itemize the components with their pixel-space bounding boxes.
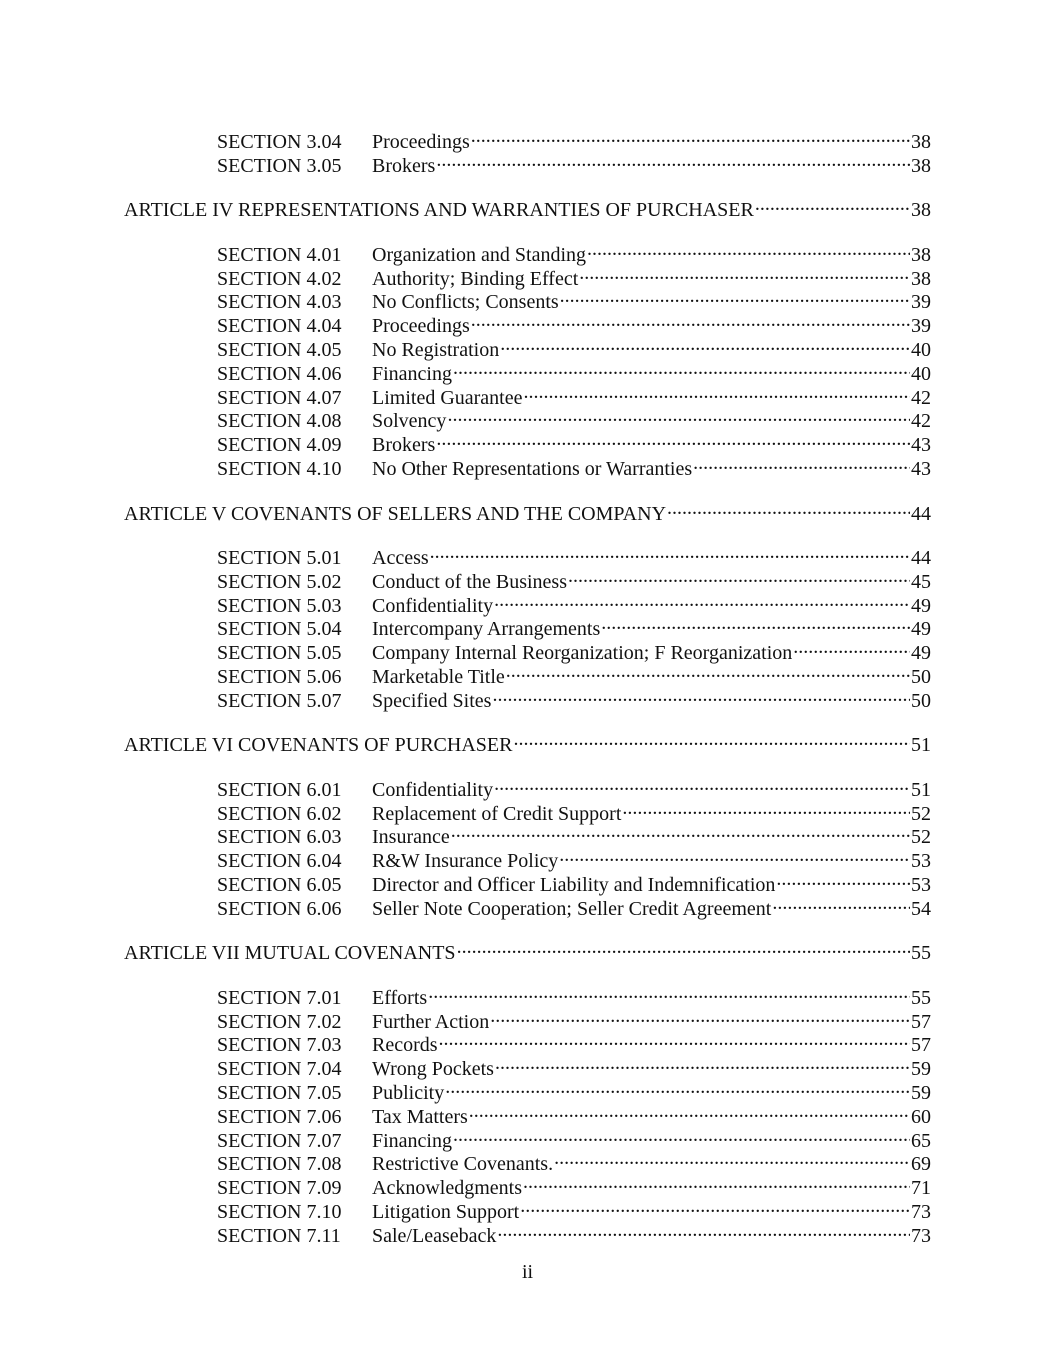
toc-section-entry[interactable] [217, 1099, 931, 1128]
toc-section-entry[interactable] [217, 819, 931, 848]
toc-section-entry[interactable] [217, 1170, 931, 1199]
section-number: SECTION 7.07 [217, 1130, 342, 1152]
dot-leader [524, 380, 911, 404]
page-reference: 38 [911, 244, 931, 266]
page-reference: 53 [911, 850, 931, 872]
page-reference: 40 [911, 339, 931, 361]
section-title: No Registration [372, 339, 500, 361]
toc-section-entry[interactable] [217, 427, 931, 456]
section-title: Company Internal Reorganization; F Reorganization [372, 642, 793, 664]
dot-leader [494, 772, 910, 796]
toc-section-entry[interactable] [217, 1075, 931, 1104]
section-title: Confidentiality [372, 779, 494, 801]
section-number: SECTION 5.06 [217, 666, 342, 688]
dot-leader [490, 1004, 910, 1028]
dot-leader [495, 1051, 910, 1075]
page-reference: 49 [911, 618, 931, 640]
section-title: Acknowledgments [372, 1177, 522, 1199]
section-title: Restrictive Covenants. [372, 1153, 554, 1175]
dot-leader [469, 1099, 910, 1123]
section-title: Access [372, 547, 429, 569]
section-number: SECTION 5.02 [217, 571, 342, 593]
section-number: SECTION 4.01 [217, 244, 342, 266]
section-title: Publicity [372, 1082, 445, 1104]
dot-leader [622, 796, 910, 820]
page-reference: 38 [911, 268, 931, 290]
toc-section-entry[interactable] [217, 308, 931, 337]
dot-leader [513, 727, 910, 751]
article-title: ARTICLE V COVENANTS OF SELLERS AND THE COMPANY [124, 503, 667, 525]
toc-section-entry[interactable] [217, 867, 931, 896]
page-reference: 50 [911, 690, 931, 712]
section-title: Organization and Standing [372, 244, 587, 266]
section-number: SECTION 3.04 [217, 131, 342, 153]
toc-section-entry[interactable] [217, 1004, 931, 1033]
section-title: Director and Officer Liability and Indemnification [372, 874, 776, 896]
section-number: SECTION 4.05 [217, 339, 342, 361]
section-title: Sale/Leaseback [372, 1225, 497, 1247]
dot-leader [793, 635, 910, 659]
section-title: No Other Representations or Warranties [372, 458, 693, 480]
section-title: Conduct of the Business [372, 571, 567, 593]
section-number: SECTION 5.04 [217, 618, 342, 640]
section-number: SECTION 5.03 [217, 595, 342, 617]
dot-leader [506, 659, 910, 683]
section-title: R&W Insurance Policy [372, 850, 559, 872]
page-reference: 73 [911, 1225, 931, 1247]
toc-section-entry[interactable] [217, 843, 931, 872]
section-title: Financing [372, 1130, 452, 1152]
section-number: SECTION 6.01 [217, 779, 342, 801]
dot-leader [447, 403, 910, 427]
section-number: SECTION 7.09 [217, 1177, 342, 1199]
section-number: SECTION 7.10 [217, 1201, 342, 1223]
page-reference: 42 [911, 410, 931, 432]
dot-leader [436, 148, 910, 172]
page-reference: 42 [911, 387, 931, 409]
section-title: Further Action [372, 1011, 490, 1033]
dot-leader [520, 1194, 910, 1218]
section-number: SECTION 4.10 [217, 458, 342, 480]
section-number: SECTION 6.03 [217, 826, 342, 848]
toc-section-entry[interactable] [217, 332, 931, 361]
toc-section-entry[interactable] [217, 659, 931, 688]
dot-leader [523, 1170, 910, 1194]
section-title: Limited Guarantee [372, 387, 523, 409]
dot-leader [451, 819, 910, 843]
page-reference: 51 [911, 779, 931, 801]
section-number: SECTION 4.09 [217, 434, 342, 456]
dot-leader [430, 540, 910, 564]
section-number: SECTION 7.06 [217, 1106, 342, 1128]
toc-section-entry[interactable] [217, 451, 931, 480]
section-title: Tax Matters [372, 1106, 468, 1128]
dot-leader [471, 308, 910, 332]
toc-article-entry[interactable] [124, 935, 931, 964]
toc-article-entry[interactable] [124, 192, 931, 221]
section-title: Financing [372, 363, 452, 385]
page-reference: 69 [911, 1153, 931, 1175]
toc-section-entry[interactable] [217, 356, 931, 385]
toc-section-entry[interactable] [217, 124, 931, 153]
page-reference: 55 [911, 987, 931, 1009]
section-title: Authority; Binding Effect [372, 268, 579, 290]
dot-leader [693, 451, 910, 475]
toc-section-entry[interactable] [217, 261, 931, 290]
page-reference: 57 [911, 1011, 931, 1033]
section-title: Records [372, 1034, 438, 1056]
toc-section-entry[interactable] [217, 1051, 931, 1080]
dot-leader [457, 935, 910, 959]
section-title: Replacement of Credit Support [372, 803, 622, 825]
section-title: Efforts [372, 987, 428, 1009]
page-number: ii [521, 1261, 534, 1283]
section-number: SECTION 5.07 [217, 690, 342, 712]
page-reference: 52 [911, 803, 931, 825]
toc-section-entry[interactable] [217, 380, 931, 409]
page-reference: 50 [911, 666, 931, 688]
dot-leader [568, 564, 910, 588]
section-title: Specified Sites [372, 690, 492, 712]
dot-leader [471, 124, 910, 148]
page-reference: 38 [911, 199, 931, 221]
dot-leader [667, 496, 910, 520]
toc-section-entry[interactable] [217, 284, 931, 313]
section-title: Brokers [372, 434, 436, 456]
section-number: SECTION 7.04 [217, 1058, 342, 1080]
section-number: SECTION 6.05 [217, 874, 342, 896]
section-number: SECTION 4.06 [217, 363, 342, 385]
toc-article-entry[interactable] [124, 727, 931, 756]
section-number: SECTION 7.02 [217, 1011, 342, 1033]
toc-section-entry[interactable] [217, 1194, 931, 1223]
page-reference: 65 [911, 1130, 931, 1152]
toc-section-entry[interactable] [217, 683, 931, 712]
page-reference: 55 [911, 942, 931, 964]
section-number: SECTION 4.08 [217, 410, 342, 432]
section-title: No Conflicts; Consents [372, 291, 559, 313]
section-title: Proceedings [372, 315, 470, 337]
page-reference: 40 [911, 363, 931, 385]
article-title: ARTICLE VI COVENANTS OF PURCHASER [124, 734, 513, 756]
section-number: SECTION 7.05 [217, 1082, 342, 1104]
toc-section-entry[interactable] [217, 635, 931, 664]
section-number: SECTION 6.02 [217, 803, 342, 825]
section-number: SECTION 7.01 [217, 987, 342, 1009]
toc-section-entry[interactable] [217, 980, 931, 1009]
dot-leader [776, 867, 910, 891]
dot-leader [492, 683, 910, 707]
page-reference: 54 [911, 898, 931, 920]
page-reference: 38 [911, 155, 931, 177]
dot-leader [554, 1146, 910, 1170]
toc-section-entry[interactable] [217, 891, 931, 920]
toc-section-entry[interactable] [217, 1146, 931, 1175]
toc-section-entry[interactable] [217, 1218, 931, 1247]
page-reference: 59 [911, 1082, 931, 1104]
dot-leader [453, 1123, 910, 1147]
dot-leader [560, 284, 910, 308]
section-title: Insurance [372, 826, 450, 848]
section-number: SECTION 4.04 [217, 315, 342, 337]
section-number: SECTION 4.02 [217, 268, 342, 290]
page-reference: 52 [911, 826, 931, 848]
section-number: SECTION 7.11 [217, 1225, 341, 1247]
toc-section-entry[interactable] [217, 1123, 931, 1152]
page-reference: 51 [911, 734, 931, 756]
section-title: Confidentiality [372, 595, 494, 617]
page-reference: 39 [911, 315, 931, 337]
page-reference: 53 [911, 874, 931, 896]
section-number: SECTION 4.03 [217, 291, 342, 313]
section-title: Litigation Support [372, 1201, 520, 1223]
toc-section-entry[interactable] [217, 796, 931, 825]
toc-article-entry[interactable] [124, 496, 931, 525]
section-number: SECTION 6.04 [217, 850, 342, 872]
toc-section-entry[interactable] [217, 772, 931, 801]
page-reference: 44 [911, 503, 931, 525]
toc-section-entry[interactable] [217, 148, 931, 177]
dot-leader [772, 891, 910, 915]
dot-leader [428, 980, 910, 1004]
toc-section-entry[interactable] [217, 540, 931, 569]
page-reference: 38 [911, 131, 931, 153]
dot-leader [755, 192, 910, 216]
toc-section-entry[interactable] [217, 403, 931, 432]
page-reference: 49 [911, 595, 931, 617]
dot-leader [500, 332, 910, 356]
page-reference: 59 [911, 1058, 931, 1080]
toc-section-entry[interactable] [217, 611, 931, 640]
toc-section-entry[interactable] [217, 588, 931, 617]
page-reference: 57 [911, 1034, 931, 1056]
section-number: SECTION 3.05 [217, 155, 342, 177]
section-number: SECTION 4.07 [217, 387, 342, 409]
dot-leader [445, 1075, 910, 1099]
dot-leader [579, 261, 910, 285]
section-title: Brokers [372, 155, 436, 177]
page-reference: 45 [911, 571, 931, 593]
section-number: SECTION 5.01 [217, 547, 342, 569]
section-title: Seller Note Cooperation; Seller Credit Agreement [372, 898, 772, 920]
dot-leader [497, 1218, 910, 1242]
dot-leader [494, 588, 910, 612]
toc-section-entry[interactable] [217, 1027, 931, 1056]
page-reference: 60 [911, 1106, 931, 1128]
page-reference: 43 [911, 458, 931, 480]
dot-leader [436, 427, 910, 451]
toc-section-entry[interactable] [217, 564, 931, 593]
article-title: ARTICLE VII MUTUAL COVENANTS [124, 942, 456, 964]
page-reference: 39 [911, 291, 931, 313]
page-reference: 44 [911, 547, 931, 569]
page-reference: 73 [911, 1201, 931, 1223]
dot-leader [559, 843, 910, 867]
section-number: SECTION 7.08 [217, 1153, 342, 1175]
toc-section-entry[interactable] [217, 237, 931, 266]
article-title: ARTICLE IV REPRESENTATIONS AND WARRANTIES OF PURCHASER [124, 199, 754, 221]
section-number: SECTION 7.03 [217, 1034, 342, 1056]
section-number: SECTION 6.06 [217, 898, 342, 920]
section-title: Wrong Pockets [372, 1058, 494, 1080]
dot-leader [601, 611, 910, 635]
section-title: Intercompany Arrangements [372, 618, 601, 640]
page-reference: 71 [911, 1177, 931, 1199]
dot-leader [453, 356, 910, 380]
page-reference: 43 [911, 434, 931, 456]
section-title: Proceedings [372, 131, 470, 153]
page-reference: 49 [911, 642, 931, 664]
section-number: SECTION 5.05 [217, 642, 342, 664]
dot-leader [587, 237, 910, 261]
section-title: Marketable Title [372, 666, 505, 688]
section-title: Solvency [372, 410, 447, 432]
dot-leader [439, 1027, 910, 1051]
